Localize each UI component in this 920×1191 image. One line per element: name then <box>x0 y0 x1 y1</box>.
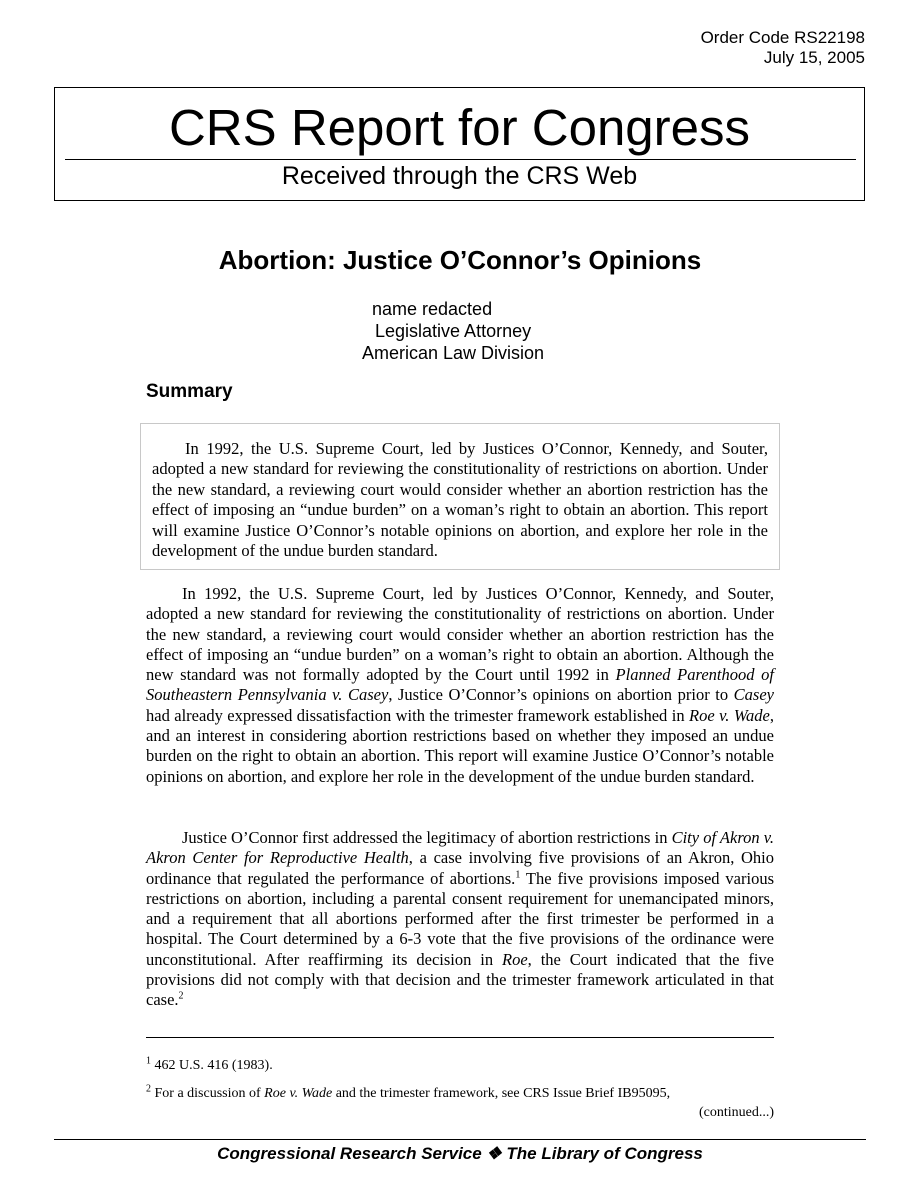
body-paragraph-2 <box>146 828 774 1011</box>
paragraph-text: , the Court indicated that the five provisions did not comply with that decision and the trimester framework articulated in that case. <box>146 949 774 1010</box>
footnote-text: 462 U.S. 416 (1983). <box>151 1058 273 1073</box>
footnote-number: 1 <box>146 1055 151 1067</box>
footnote-2 <box>146 1084 774 1122</box>
paragraph-text: Justice O’Connor first addressed the legitimacy of abortion restrictions in <box>182 828 672 847</box>
summary-text: In 1992, the U.S. Supreme Court, led by Justices O’Connor, Kennedy, and Souter, adopted a new standard for reviewing the constitutionality of restrictions on abortion. Under the new standard, a reviewing court would consider whether an abortion restriction has the effect of imposing an “undue burden” on a woman’s right to obtain an abortion. This report will examine Justice O’Connor’s notable opinions on abortion, and explore her role in the development of the undue burden standard. <box>152 439 768 561</box>
paragraph-text: had already expressed dissatisfaction with the trimester framework established in <box>146 705 690 725</box>
report-date: July 15, 2005 <box>763 48 865 67</box>
case-name: Roe <box>502 949 528 969</box>
author-name: name redacted <box>372 299 493 319</box>
case-name: Planned Parenthood of Southeastern Pennsylvania v. Casey <box>146 665 774 705</box>
paragraph-text: In 1992, the U.S. Supreme Court, led by Justices O’Connor, Kennedy, and Souter, adopted a new standard for reviewing the constitutionality of restrictions on abortion. Under the new standard, a reviewing court would consider whether an abortion restriction has the effect of imposing an “undue burden” on a woman’s right to obtain an abortion. Although the new standard was not formally adopted by the Court until 1992 in <box>146 584 774 685</box>
report-banner <box>54 87 865 201</box>
footnote-ref[interactable]: 1 <box>515 869 521 881</box>
banner-title: CRS Report for Congress <box>168 99 751 156</box>
footnote-continued: (continued...) <box>698 1105 774 1120</box>
paragraph-text: , and an interest in considering abortion restrictions based on whether they imposed an undue burden on the right to obtain an abortion. This report will examine Justice O’Connor’s notable opinions on abortion, and explore her role in the development of the undue burden standard. <box>146 705 774 786</box>
summary-box <box>140 423 780 570</box>
paragraph-text: , Justice O’Connor’s opinions on abortion prior to <box>388 685 734 705</box>
body-paragraph-1 <box>146 584 774 787</box>
footnote-1 <box>146 1056 774 1075</box>
footer-divider <box>54 1139 866 1140</box>
summary-heading: Summary <box>146 381 233 402</box>
footnote-text: and the trimester framework, see CRS Issue Brief IB95095, <box>332 1086 671 1101</box>
footnote-number: 2 <box>146 1083 151 1095</box>
case-name: Roe v. Wade <box>264 1086 333 1101</box>
paragraph-text: , a case involving five provisions of an Akron, Ohio ordinance that regulated the performance of abortions. <box>146 848 774 888</box>
footnote-text: For a discussion of <box>151 1086 265 1101</box>
paragraph-text: The five provisions imposed various restrictions on abortion, including a parental consent requirement for unemancipated minors, and a requirement that all abortions performed after the first trimester be performed in a hospital. The Court determined by a 6-3 vote that the five provisions of the ordinance were unconstitutional. After reaffirming its decision in <box>146 868 775 969</box>
banner-subtitle: Received through the CRS Web <box>281 162 638 190</box>
case-name: City of Akron v. Akron Center for Reproductive Health <box>146 828 774 868</box>
author-position: Legislative Attorney <box>375 321 532 341</box>
case-name: Roe v. Wade <box>689 705 770 725</box>
footnote-ref[interactable]: 2 <box>178 990 184 1002</box>
page-title: Abortion: Justice O’Connor’s Opinions <box>218 245 702 275</box>
author-division: American Law Division <box>362 343 545 363</box>
page-footer: Congressional Research Service ❖ The Library of Congress <box>217 1144 703 1163</box>
footnote-divider <box>146 1037 774 1038</box>
report-header <box>701 28 865 68</box>
case-name: Casey <box>733 685 774 705</box>
banner-divider <box>65 159 856 160</box>
order-code: Order Code RS22198 <box>700 28 865 47</box>
